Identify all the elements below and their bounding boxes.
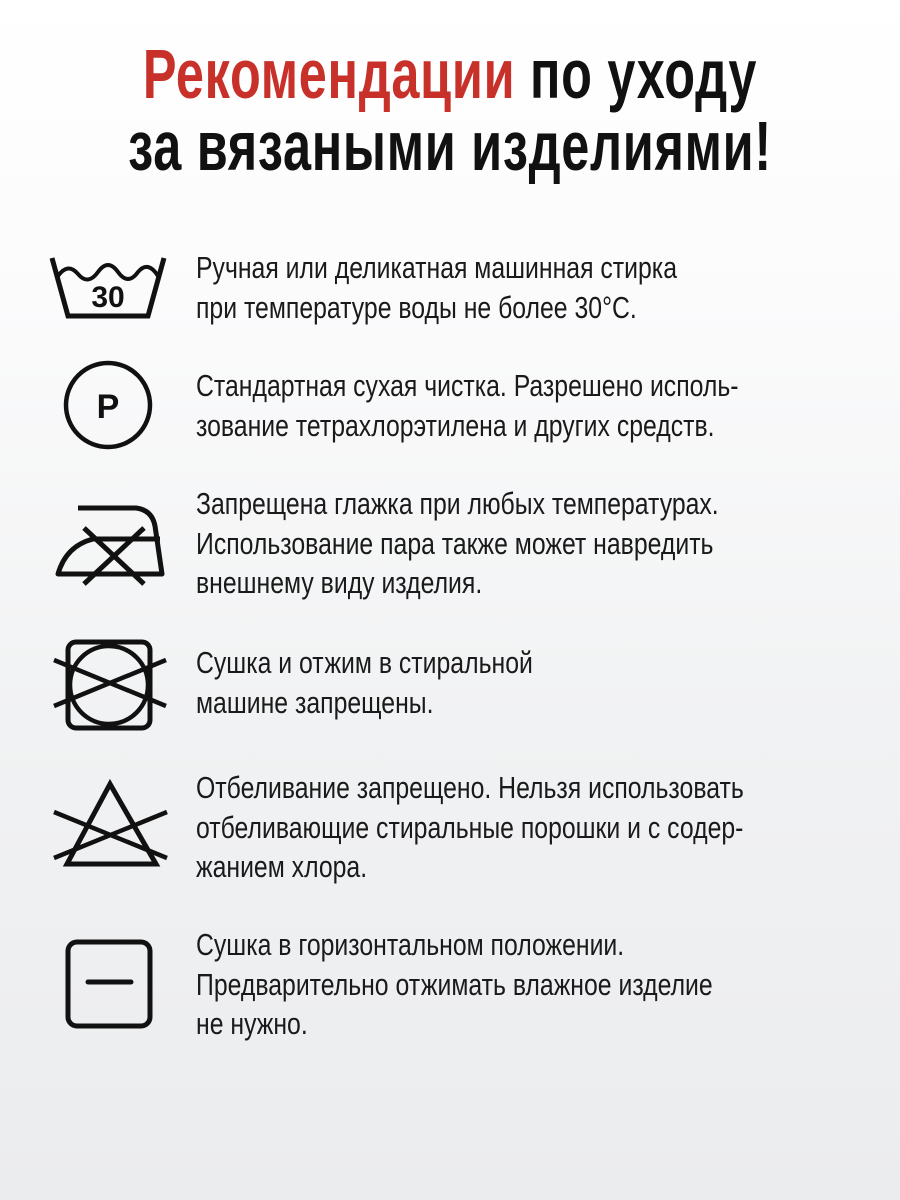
title-line-1 (126, 35, 774, 113)
care-text: Ручная или деликатная машинная стирка при температуре воды не более 30°С. (196, 250, 677, 325)
no-tumble-dry-icon (48, 632, 168, 732)
wash-30-icon (48, 236, 168, 336)
no-iron-icon (48, 486, 168, 586)
title-accent: Рекомендации (142, 35, 516, 113)
care-text: Сушка и отжим в стиральной машине запрещены. (196, 645, 533, 720)
page-title (0, 35, 900, 185)
no-bleach-icon (48, 776, 168, 876)
title-rest: по уходу (529, 35, 758, 113)
care-text: Стандартная сухая чистка. Разрешено исполь- зование тетрахлорэтилена и других средств. (196, 368, 739, 443)
care-text: Отбеливание запрещено. Нельзя использовать отбеливающие стиральные порошки и с содер- жанием хлора. (196, 770, 744, 884)
svg-text:30: 30 (91, 281, 125, 314)
title-line-2: за вязаными изделиями! (128, 107, 772, 185)
care-text: Запрещена глажка при любых температурах. Использование пара также может навредить внешнему виду изделия. (196, 486, 719, 600)
svg-text:P: P (96, 388, 120, 426)
dry-flat-icon (48, 932, 168, 1032)
care-text: Сушка в горизонтальном положении. Предварительно отжимать влажное изделие не нужно. (196, 927, 713, 1041)
dry-clean-p-icon (48, 354, 168, 454)
